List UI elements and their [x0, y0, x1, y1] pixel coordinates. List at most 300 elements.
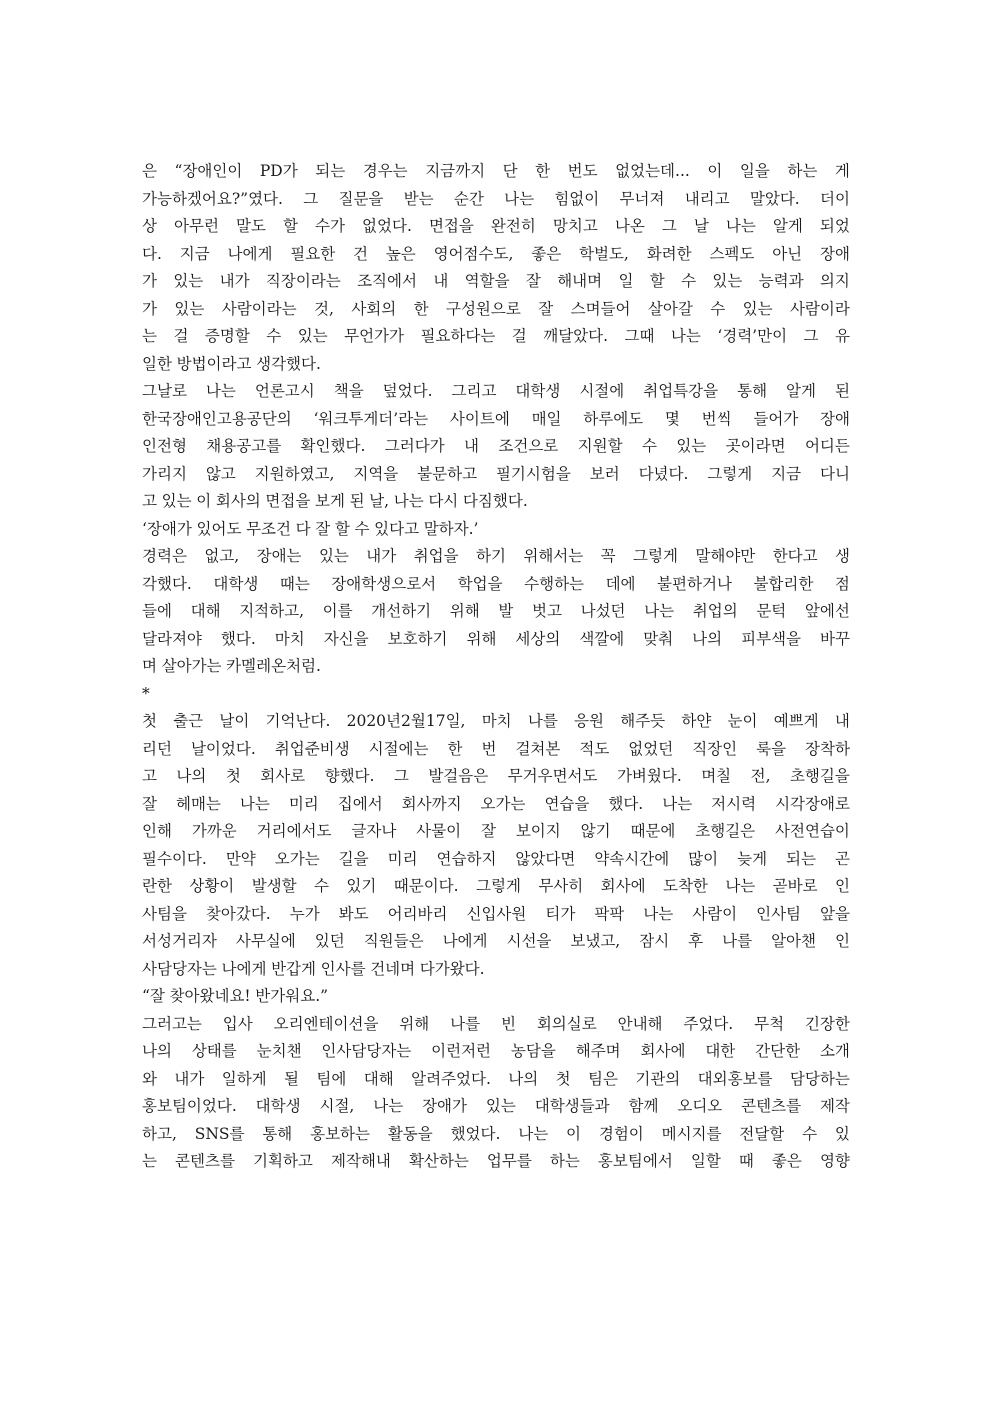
word: 날	[693, 217, 709, 235]
word: 아닌	[772, 244, 803, 263]
word: 말도	[236, 217, 266, 235]
word: 나를	[722, 932, 753, 950]
text-line	[142, 378, 850, 406]
word: 있는	[318, 547, 349, 565]
word: 단	[502, 162, 518, 180]
word: 있는	[712, 272, 743, 290]
word: 개선하기	[371, 602, 432, 620]
word: 게	[834, 162, 850, 180]
word: 한	[413, 299, 429, 318]
word: 말해야만	[695, 547, 756, 565]
word: 하얀	[681, 712, 712, 730]
word: 팀은	[588, 1069, 618, 1088]
text-line	[142, 956, 850, 984]
word: 사이트에	[449, 409, 510, 428]
word: 회사의	[215, 492, 261, 510]
text-line	[142, 433, 850, 461]
word: 곳이라면	[725, 437, 786, 455]
word: 있는	[173, 272, 204, 290]
word: 사전연습이	[775, 822, 850, 840]
word: 장착하	[805, 739, 850, 758]
word: 약속시간에	[594, 849, 670, 868]
word: 맞춰	[643, 629, 674, 648]
word: 마치	[274, 629, 305, 648]
word: 마치	[481, 712, 512, 730]
word: 알아챈	[771, 932, 816, 950]
word: 잘	[480, 822, 496, 840]
word: 될	[284, 1069, 300, 1088]
word: 기관의	[635, 1069, 681, 1088]
word: 회사에	[640, 1042, 686, 1060]
word: 있다고	[374, 519, 420, 538]
word: 사람이	[692, 904, 738, 923]
text-line	[142, 1093, 850, 1121]
word: 있기	[346, 877, 377, 895]
word: 인사를	[320, 959, 366, 978]
word: 취업특강을	[643, 382, 719, 400]
word: 해주듯	[620, 712, 666, 730]
word: 무언가가	[344, 327, 404, 345]
word: 지금까지	[425, 162, 486, 180]
word: 나는	[643, 904, 674, 923]
text-line	[142, 351, 850, 379]
word: 기억난다.	[265, 712, 331, 730]
text-line	[142, 571, 850, 599]
word: 없었다.	[362, 217, 412, 235]
word: 대해	[363, 1069, 394, 1088]
word: 확인했다.	[300, 437, 366, 455]
word: 담당하는	[789, 1069, 850, 1088]
word: 출근	[173, 712, 204, 730]
word: 가까운	[191, 822, 237, 840]
word: 대학생	[213, 574, 259, 593]
word: 수	[681, 272, 697, 290]
word: 하고,	[142, 1124, 177, 1143]
word: 사팀을	[142, 904, 187, 923]
word: 들어가	[753, 409, 799, 428]
word: 위해	[466, 629, 497, 648]
text-line	[142, 736, 850, 764]
text-line	[142, 1121, 850, 1149]
text-line	[142, 268, 850, 296]
word: 무거우면서도	[507, 767, 598, 785]
word: 눈이	[727, 712, 758, 730]
word: 경험이	[598, 1124, 644, 1143]
word: 날이	[219, 712, 250, 730]
word: 늦게	[737, 849, 768, 868]
word: 해내며	[557, 272, 603, 290]
word: 불편하거나	[657, 574, 732, 593]
word: 그	[303, 189, 319, 208]
word: 걸	[511, 327, 527, 345]
word: 나의	[142, 1042, 172, 1060]
word: 없었던	[628, 739, 674, 758]
word: 잘	[142, 794, 157, 813]
word: 영어점수도,	[433, 244, 514, 263]
word: 초행길을	[789, 767, 850, 785]
word: 있어도	[196, 519, 242, 538]
word: 팀에	[316, 1069, 347, 1088]
word: 첫	[225, 767, 241, 785]
word: 수	[802, 1124, 818, 1143]
word: 말하자.’	[423, 519, 479, 538]
word: 사담당자는	[142, 959, 217, 978]
word: 그렇게	[476, 877, 521, 895]
word: 영향	[819, 1152, 850, 1170]
word: 할	[649, 272, 665, 290]
word: 봐도	[338, 904, 369, 923]
word: 연습하지	[436, 849, 497, 868]
word: 좋은	[771, 1152, 802, 1170]
word: 내	[834, 712, 850, 730]
word: 생	[835, 547, 850, 565]
word: 그때	[624, 327, 655, 345]
word: 그	[803, 327, 819, 345]
word: 방법이라고	[176, 354, 252, 373]
word: 잠시	[639, 932, 670, 950]
word: 간단한	[755, 1042, 801, 1060]
word: 미리	[387, 849, 418, 868]
word: 기획하고	[253, 1152, 313, 1170]
word: 보러	[589, 464, 620, 483]
word: 미리	[288, 794, 319, 813]
word: 콘텐츠를	[741, 1097, 802, 1115]
word: 나는	[644, 602, 675, 620]
word: 활동을	[387, 1124, 433, 1143]
word: 수가	[315, 217, 345, 235]
word: 인사팀	[756, 904, 802, 923]
word: 취업을	[413, 547, 459, 565]
word: 나를	[527, 712, 558, 730]
word: 팍팍	[594, 904, 625, 923]
word: 인전형	[142, 437, 187, 455]
word: 바꾸	[820, 629, 850, 648]
word: 대한	[705, 1042, 736, 1060]
text-line	[142, 626, 850, 654]
word: 앞에선	[804, 602, 850, 620]
text-line	[142, 653, 850, 681]
word: 건네며	[370, 959, 416, 978]
word: 어리바리	[387, 904, 448, 923]
word: 된	[349, 492, 365, 510]
word: 번씩	[701, 409, 732, 428]
word: 피부색을	[741, 629, 802, 648]
word: 가능하겠어요?”였다.	[142, 189, 283, 208]
word: 필수이다.	[142, 849, 207, 868]
word: 안내해	[617, 1014, 663, 1033]
word: 잘	[315, 519, 331, 538]
word: 힘없이	[554, 189, 600, 208]
word: 되는	[786, 849, 816, 868]
word: 위해	[449, 602, 480, 620]
text-line	[142, 791, 850, 819]
word: 룩을	[756, 739, 787, 758]
word: 길을	[338, 849, 369, 868]
word: 증명할	[204, 327, 250, 345]
word: 집에서	[337, 794, 383, 813]
word: 없고,	[204, 547, 240, 565]
word: 은	[142, 162, 157, 180]
word: 내가	[174, 1069, 205, 1088]
word: 나는	[393, 492, 424, 510]
word: 시각장애로	[775, 794, 850, 813]
word: 상태를	[191, 1042, 237, 1060]
text-line	[142, 901, 850, 929]
word: 오가는	[274, 849, 320, 868]
word: 걸쳐본	[515, 739, 561, 758]
word: 티가	[545, 904, 576, 923]
word: 이런저런	[431, 1042, 492, 1060]
word: 시선을	[506, 932, 552, 950]
word: 오가는	[480, 794, 526, 813]
word: 그렇게	[707, 464, 753, 483]
word: 데에	[605, 574, 636, 593]
word: 위해	[399, 1014, 430, 1033]
word: 되는	[315, 162, 346, 180]
word: 발	[498, 602, 514, 620]
word: 했었다.	[450, 1124, 501, 1143]
word: 장애가	[422, 1097, 467, 1115]
word: 회사까지	[401, 794, 462, 813]
word: 업무를	[486, 1152, 532, 1170]
word: 지원하였고,	[254, 464, 335, 483]
word: 나에게	[227, 244, 273, 263]
word: 된	[834, 382, 850, 400]
text-line	[142, 983, 850, 1011]
word: 위해서는	[523, 547, 584, 565]
paragraph	[142, 158, 850, 378]
word: 나는	[518, 1124, 549, 1143]
word: 와	[142, 1069, 157, 1088]
word: 첫	[555, 1069, 571, 1088]
word: 내	[433, 272, 449, 290]
word: 받는	[403, 189, 434, 208]
text-line	[142, 186, 850, 214]
word: 수	[641, 437, 657, 455]
word: 소개	[819, 1042, 850, 1060]
word: 콘텐츠를	[175, 1152, 235, 1170]
word: 사물이	[416, 822, 462, 840]
word: 나는	[205, 382, 236, 400]
word: 깨달았다.	[543, 327, 609, 345]
word: 홍보팀이었다.	[142, 1097, 237, 1115]
word: 응원	[574, 712, 604, 730]
text-line	[142, 296, 850, 324]
word: 제작	[819, 1097, 850, 1115]
word: 매일	[531, 409, 562, 428]
word: 찾아왔네요!	[169, 987, 251, 1005]
word: 다	[295, 519, 311, 538]
word: 해주며	[575, 1042, 621, 1060]
word: 번도	[567, 162, 598, 180]
paragraph	[142, 516, 850, 544]
word: 사람이라는	[221, 299, 297, 318]
word: 나에게	[221, 959, 267, 978]
word: 장애	[819, 244, 850, 263]
word: 책을	[333, 382, 364, 400]
text-line	[142, 681, 850, 709]
word: 가	[142, 272, 157, 290]
word: 곤	[834, 849, 850, 868]
word: 누가	[289, 904, 320, 923]
word: 나의	[508, 1069, 539, 1088]
word: 했다.	[220, 629, 256, 648]
word: 다시	[428, 492, 459, 510]
word: 수	[354, 519, 370, 538]
word: “잘	[142, 987, 165, 1005]
word: 건	[353, 244, 368, 263]
word: 알려주었다.	[411, 1069, 491, 1088]
word: 만약	[225, 849, 256, 868]
word: 는	[142, 327, 157, 345]
word: 색깔에	[579, 629, 625, 648]
word: 회사에	[600, 877, 646, 895]
word: 나는	[670, 327, 701, 345]
word: ‘경력’만이	[717, 327, 788, 345]
word: 리던	[142, 739, 172, 758]
text-line	[142, 598, 850, 626]
word: 시절에는	[368, 739, 429, 758]
word: 대학생	[255, 1097, 301, 1115]
word: 시절에	[579, 382, 625, 400]
word: 더이	[820, 189, 850, 208]
word: 지역을	[353, 464, 399, 483]
word: 들에	[142, 602, 172, 620]
word: 수행하는	[524, 574, 585, 593]
word: 메시지를	[661, 1124, 722, 1143]
word: 말았다.	[749, 189, 800, 208]
word: 일한	[142, 354, 172, 373]
word: 거리에서도	[256, 822, 332, 840]
word: 되었	[819, 217, 850, 235]
word: 나섰던	[580, 602, 626, 620]
word: 알게	[786, 382, 816, 400]
word: 꼭	[600, 547, 616, 565]
word: 불문하고	[417, 464, 478, 483]
word: 지적하고,	[239, 602, 305, 620]
word: 찾아갔다.	[205, 904, 271, 923]
word: 보냈고,	[570, 932, 621, 950]
word: 덮었다.	[382, 382, 433, 400]
word: 스펙도	[709, 244, 755, 263]
word: 신입사원	[466, 904, 527, 923]
text-line	[142, 461, 850, 489]
word: 것,	[313, 299, 334, 318]
word: 이	[196, 492, 212, 510]
word: 각했다.	[142, 574, 192, 593]
word: 나는	[239, 794, 270, 813]
word: 그	[393, 767, 409, 785]
word: ‘워크투게더’라는	[313, 409, 429, 428]
word: 통해	[262, 1124, 293, 1143]
word: 아무런	[174, 217, 219, 235]
word: *	[142, 684, 150, 703]
word: 다짐했다.	[462, 492, 528, 510]
word: 나는	[725, 217, 756, 235]
word: 취업준비생	[274, 739, 350, 758]
word: 지원할	[577, 437, 623, 455]
text-line	[142, 1038, 850, 1066]
text-line	[142, 158, 850, 186]
text-line	[142, 1011, 850, 1039]
word: 지금	[179, 244, 210, 263]
word: 완전히	[490, 217, 536, 235]
word: 눈치챈	[256, 1042, 302, 1060]
word: 함께	[628, 1097, 659, 1115]
word: 어디든	[804, 437, 850, 455]
word: 빈	[500, 1014, 516, 1033]
word: 그렇게	[633, 547, 678, 565]
text-line	[142, 543, 850, 571]
word: 하기	[475, 547, 506, 565]
word: 보게	[314, 492, 345, 510]
word: 벗고	[532, 602, 562, 620]
word: SNS를	[194, 1124, 245, 1143]
word: 헤매는	[175, 794, 221, 813]
word: 않았다면	[515, 849, 576, 868]
paragraph	[142, 708, 850, 983]
word: 필요한	[290, 244, 336, 263]
word: 고	[142, 767, 157, 785]
word: 질문을	[338, 189, 384, 208]
word: 고	[142, 492, 157, 510]
word: 구성원으로	[445, 299, 521, 318]
word: 번	[481, 739, 497, 758]
word: 다녔다.	[638, 464, 689, 483]
word: 그	[661, 217, 677, 235]
word: 일을	[739, 162, 770, 180]
word: 주었다.	[683, 1014, 734, 1033]
word: 사람이라	[789, 299, 850, 318]
text-line	[142, 708, 850, 736]
word: 좋은	[531, 244, 562, 263]
word: 일하게	[221, 1069, 267, 1088]
word: 있는	[297, 327, 328, 345]
word: 곧바로	[772, 877, 818, 895]
text-line	[142, 1148, 850, 1176]
word: 일할	[690, 1152, 721, 1170]
word: 입사	[222, 1014, 253, 1033]
document-body-text	[142, 158, 850, 1176]
word: 면접을	[428, 217, 474, 235]
word: 불합리한	[753, 574, 814, 593]
word: 나에게	[442, 932, 488, 950]
word: 시절,	[319, 1097, 355, 1115]
word: 인	[835, 877, 850, 895]
text-line	[142, 516, 850, 544]
word: 채용공고를	[206, 437, 282, 455]
word: 전,	[750, 767, 771, 785]
word: 나온	[614, 217, 645, 235]
word: 수	[710, 299, 726, 318]
word: 유	[834, 327, 850, 345]
word: 있는	[742, 299, 773, 318]
word: ‘장애가	[142, 519, 192, 538]
word: 인사담당자는	[321, 1042, 412, 1060]
word: 그날로	[142, 382, 187, 400]
word: 발걸음은	[428, 767, 489, 785]
word: 보호하기	[387, 629, 448, 648]
word: 점	[834, 574, 850, 593]
word: 순간	[453, 189, 484, 208]
word: 장애학생으로서	[331, 574, 437, 593]
word: 가리지	[142, 464, 187, 483]
word: 세상의	[515, 629, 561, 648]
word: PD가	[259, 162, 298, 180]
word: 장애	[820, 409, 850, 428]
word: 자신을	[323, 629, 369, 648]
word: 반가워요.”	[255, 987, 329, 1005]
